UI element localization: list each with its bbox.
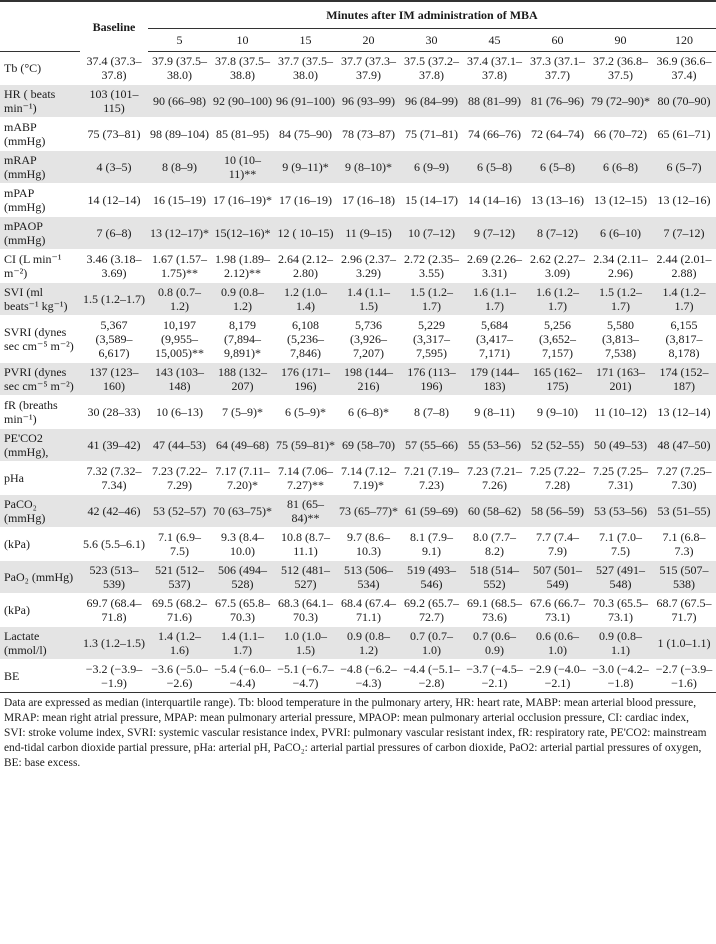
baseline-cell: 1.5 (1.2–1.7)	[80, 283, 148, 316]
table-row	[0, 363, 716, 396]
value-cell: 53 (51–55)	[652, 495, 716, 528]
value-cell: 0.8 (0.7–1.2)	[148, 283, 211, 316]
value-cell: 7.1 (7.0–7.5)	[589, 528, 652, 561]
baseline-cell: 75 (73–81)	[80, 118, 148, 151]
baseline-cell: 7.32 (7.32–7.34)	[80, 462, 148, 495]
value-cell: −4.4 (−5.1–−2.8)	[400, 660, 463, 693]
value-cell: 11 (9–15)	[337, 217, 400, 250]
value-cell: 12 ( 10–15)	[274, 217, 337, 250]
value-cell: 527 (491–548)	[589, 561, 652, 594]
value-cell: 5,736 (3,926–7,207)	[337, 316, 400, 363]
value-cell: 179 (144–183)	[463, 363, 526, 396]
value-cell: 176 (113–196)	[400, 363, 463, 396]
table-row	[0, 184, 716, 217]
value-cell: 80 (70–90)	[652, 85, 716, 118]
value-cell: 518 (514–552)	[463, 561, 526, 594]
value-cell: 7.17 (7.11–7.20)*	[211, 462, 274, 495]
value-cell: 7.23 (7.21–7.26)	[463, 462, 526, 495]
value-cell: 37.8 (37.5–38.8)	[211, 52, 274, 85]
value-cell: 171 (163–201)	[589, 363, 652, 396]
row-label: mABP (mmHg)	[0, 118, 80, 151]
value-cell: 9 (9–11)*	[274, 151, 337, 184]
time-point-header: 30	[400, 29, 463, 52]
value-cell: 6,108 (5,236–7,846)	[274, 316, 337, 363]
value-cell: 88 (81–99)	[463, 85, 526, 118]
value-cell: 0.7 (0.7–1.0)	[400, 627, 463, 660]
value-cell: 36.9 (36.6–37.4)	[652, 52, 716, 85]
value-cell: 69 (58–70)	[337, 429, 400, 462]
table-row	[0, 561, 716, 594]
value-cell: 47 (44–53)	[148, 429, 211, 462]
value-cell: 0.9 (0.8–1.2)	[211, 283, 274, 316]
row-label: PE'CO2 (mmHg),	[0, 429, 80, 462]
value-cell: 188 (132–207)	[211, 363, 274, 396]
table-row	[0, 283, 716, 316]
header-empty-cell	[0, 29, 80, 52]
value-cell: 37.9 (37.5–38.0)	[148, 52, 211, 85]
value-cell: 64 (49–68)	[211, 429, 274, 462]
baseline-cell: 42 (42–46)	[80, 495, 148, 528]
baseline-cell: 523 (513–539)	[80, 561, 148, 594]
value-cell: 9 (9–10)	[526, 396, 589, 429]
time-point-header: 90	[589, 29, 652, 52]
value-cell: 8 (7–8)	[400, 396, 463, 429]
table-row	[0, 250, 716, 283]
baseline-cell: 41 (39–42)	[80, 429, 148, 462]
value-cell: 85 (81–95)	[211, 118, 274, 151]
value-cell: 37.7 (37.5–38.0)	[274, 52, 337, 85]
value-cell: 2.62 (2.27–3.09)	[526, 250, 589, 283]
value-cell: 1.0 (1.0–1.5)	[274, 627, 337, 660]
value-cell: 66 (70–72)	[589, 118, 652, 151]
time-point-header: 10	[211, 29, 274, 52]
value-cell: −3.7 (−4.5–−2.1)	[463, 660, 526, 693]
value-cell: 9.3 (8.4–10.0)	[211, 528, 274, 561]
value-cell: 1.6 (1.2–1.7)	[526, 283, 589, 316]
value-cell: 17 (16–19)	[274, 184, 337, 217]
value-cell: 198 (144–216)	[337, 363, 400, 396]
value-cell: 57 (55–66)	[400, 429, 463, 462]
value-cell: 9 (8–11)	[463, 396, 526, 429]
row-label: SVI (ml beats⁻¹ kg⁻¹)	[0, 283, 80, 316]
value-cell: 2.69 (2.26–3.31)	[463, 250, 526, 283]
value-cell: 0.7 (0.6–0.9)	[463, 627, 526, 660]
value-cell: 81 (76–96)	[526, 85, 589, 118]
value-cell: 13 (12–16)	[652, 184, 716, 217]
row-label: Tb (°C)	[0, 52, 80, 85]
baseline-cell: 4 (3–5)	[80, 151, 148, 184]
value-cell: 10,197 (9,955–15,005)**	[148, 316, 211, 363]
value-cell: 13 (12–17)*	[148, 217, 211, 250]
value-cell: 69.5 (68.2–71.6)	[148, 594, 211, 627]
value-cell: 7.1 (6.8–7.3)	[652, 528, 716, 561]
table-row	[0, 594, 716, 627]
value-cell: 78 (73–87)	[337, 118, 400, 151]
value-cell: 16 (15–19)	[148, 184, 211, 217]
row-label: mPAP (mmHg)	[0, 184, 80, 217]
row-label: SVRI (dynes sec cm⁻⁵ m⁻²)	[0, 316, 80, 363]
value-cell: 6 (5–8)	[526, 151, 589, 184]
row-label: HR ( beats min⁻¹)	[0, 85, 80, 118]
table-footnote: Data are expressed as median (interquartile range). Tb: blood temperature in the pulmonary artery, HR: heart rate, MABP: mean arterial blood pressure, MRAP: mean right atrial pressure, MPAP: mean pulmonary arterial pressure, MPAOP: mean pulmonary arterial occlusion pressure, CI: cardiac index, SVI: stroke volume index, SVRI: systemic vascular resistance index, PVRI: pulmonary vascular resistant index, fR: respiratory rate, PE'CO2: mainstream end-tidal carbon dioxide partial pressure, pHa: arterial pH, PaCO₂: arterial partial pressures of carbon dioxide, PaO2: arterial partial pressures of oxygen, BE: base excess.	[4, 697, 707, 769]
table-row	[0, 316, 716, 363]
value-cell: 6 (5–9)*	[274, 396, 337, 429]
row-label: CI (L min⁻¹ m⁻²)	[0, 250, 80, 283]
value-cell: 13 (12–15)	[589, 184, 652, 217]
value-cell: 79 (72–90)*	[589, 85, 652, 118]
time-group-header: Minutes after IM administration of MBA	[148, 1, 716, 29]
value-cell: 7.27 (7.25–7.30)	[652, 462, 716, 495]
value-cell: 84 (75–90)	[274, 118, 337, 151]
value-cell: 37.4 (37.1–37.8)	[463, 52, 526, 85]
value-cell: 81 (65–84)**	[274, 495, 337, 528]
baseline-header: Baseline	[80, 1, 148, 52]
row-label: Lactate (mmol/l)	[0, 627, 80, 660]
value-cell: 176 (171–196)	[274, 363, 337, 396]
value-cell: 5,256 (3,652–7,157)	[526, 316, 589, 363]
value-cell: 2.96 (2.37–3.29)	[337, 250, 400, 283]
value-cell: −4.8 (−6.2–−4.3)	[337, 660, 400, 693]
value-cell: 506 (494–528)	[211, 561, 274, 594]
value-cell: 1.4 (1.1–1.7)	[211, 627, 274, 660]
value-cell: 11 (10–12)	[589, 396, 652, 429]
value-cell: 0.6 (0.6–1.0)	[526, 627, 589, 660]
value-cell: 68.7 (67.5–71.7)	[652, 594, 716, 627]
value-cell: 65 (61–71)	[652, 118, 716, 151]
value-cell: 8.1 (7.9–9.1)	[400, 528, 463, 561]
row-label: PVRI (dynes sec cm⁻⁵ m⁻²)	[0, 363, 80, 396]
row-label: PaO₂ (mmHg)	[0, 561, 80, 594]
value-cell: 1.67 (1.57–1.75)**	[148, 250, 211, 283]
value-cell: 0.9 (0.8–1.2)	[337, 627, 400, 660]
baseline-cell: 5.6 (5.5–6.1)	[80, 528, 148, 561]
value-cell: 7.14 (7.12–7.19)*	[337, 462, 400, 495]
row-label: BE	[0, 660, 80, 693]
value-cell: 7.1 (6.9–7.5)	[148, 528, 211, 561]
value-cell: 7.25 (7.22–7.28)	[526, 462, 589, 495]
table-row	[0, 462, 716, 495]
value-cell: 48 (47–50)	[652, 429, 716, 462]
value-cell: 8 (8–9)	[148, 151, 211, 184]
value-cell: 7.25 (7.25–7.31)	[589, 462, 652, 495]
value-cell: 37.2 (36.8–37.5)	[589, 52, 652, 85]
value-cell: 37.7 (37.3–37.9)	[337, 52, 400, 85]
baseline-cell: 37.4 (37.3–37.8)	[80, 52, 148, 85]
value-cell: 70 (63–75)*	[211, 495, 274, 528]
value-cell: 8 (7–12)	[526, 217, 589, 250]
value-cell: 2.34 (2.11–2.96)	[589, 250, 652, 283]
value-cell: 8.0 (7.7–8.2)	[463, 528, 526, 561]
value-cell: 6 (6–10)	[589, 217, 652, 250]
value-cell: 96 (91–100)	[274, 85, 337, 118]
value-cell: 96 (84–99)	[400, 85, 463, 118]
value-cell: 5,229 (3,317–7,595)	[400, 316, 463, 363]
time-point-header: 20	[337, 29, 400, 52]
value-cell: 60 (58–62)	[463, 495, 526, 528]
table-row	[0, 151, 716, 184]
time-point-header: 5	[148, 29, 211, 52]
time-point-header: 120	[652, 29, 716, 52]
value-cell: 0.9 (0.8–1.1)	[589, 627, 652, 660]
value-cell: 9 (8–10)*	[337, 151, 400, 184]
baseline-cell: 14 (12–14)	[80, 184, 148, 217]
value-cell: 58 (56–59)	[526, 495, 589, 528]
baseline-cell: 69.7 (68.4–71.8)	[80, 594, 148, 627]
value-cell: 1.5 (1.2–1.7)	[589, 283, 652, 316]
value-cell: 165 (162–175)	[526, 363, 589, 396]
value-cell: −2.9 (−4.0–−2.1)	[526, 660, 589, 693]
value-cell: 69.1 (68.5–73.6)	[463, 594, 526, 627]
value-cell: 17 (16–18)	[337, 184, 400, 217]
value-cell: 68.3 (64.1–70.3)	[274, 594, 337, 627]
value-cell: 13 (12–14)	[652, 396, 716, 429]
value-cell: 143 (103–148)	[148, 363, 211, 396]
table-row	[0, 118, 716, 151]
row-label: mRAP (mmHg)	[0, 151, 80, 184]
value-cell: 515 (507–538)	[652, 561, 716, 594]
value-cell: 53 (52–57)	[148, 495, 211, 528]
value-cell: 1.2 (1.0–1.4)	[274, 283, 337, 316]
value-cell: 5,684 (3,417–7,171)	[463, 316, 526, 363]
table-row	[0, 396, 716, 429]
value-cell: 8,179 (7,894–9,891)*	[211, 316, 274, 363]
baseline-cell: −3.2 (−3.9–−1.9)	[80, 660, 148, 693]
value-cell: 7 (5–9)*	[211, 396, 274, 429]
baseline-cell: 30 (28–33)	[80, 396, 148, 429]
value-cell: 7.21 (7.19–7.23)	[400, 462, 463, 495]
value-cell: 2.64 (2.12–2.80)	[274, 250, 337, 283]
value-cell: 17 (16–19)*	[211, 184, 274, 217]
value-cell: 70.3 (65.5–73.1)	[589, 594, 652, 627]
value-cell: 513 (506–534)	[337, 561, 400, 594]
table-row	[0, 660, 716, 693]
value-cell: 55 (53–56)	[463, 429, 526, 462]
value-cell: 67.6 (66.7–73.1)	[526, 594, 589, 627]
value-cell: 74 (66–76)	[463, 118, 526, 151]
value-cell: 98 (89–104)	[148, 118, 211, 151]
baseline-cell: 103 (101–115)	[80, 85, 148, 118]
value-cell: 96 (93–99)	[337, 85, 400, 118]
value-cell: 7.23 (7.22–7.29)	[148, 462, 211, 495]
value-cell: 37.5 (37.2–37.8)	[400, 52, 463, 85]
value-cell: 1.4 (1.1–1.5)	[337, 283, 400, 316]
table-row	[0, 52, 716, 85]
value-cell: −5.1 (−6.7–−4.7)	[274, 660, 337, 693]
value-cell: 52 (52–55)	[526, 429, 589, 462]
value-cell: 13 (13–16)	[526, 184, 589, 217]
value-cell: 2.72 (2.35–3.55)	[400, 250, 463, 283]
value-cell: 15(12–16)*	[211, 217, 274, 250]
table-row	[0, 429, 716, 462]
time-point-header: 45	[463, 29, 526, 52]
value-cell: 10 (6–13)	[148, 396, 211, 429]
row-label: mPAOP (mmHg)	[0, 217, 80, 250]
table-body	[0, 52, 716, 693]
baseline-cell: 7 (6–8)	[80, 217, 148, 250]
value-cell: 1.4 (1.2–1.7)	[652, 283, 716, 316]
value-cell: 10.8 (8.7–11.1)	[274, 528, 337, 561]
value-cell: 1.98 (1.89–2.12)**	[211, 250, 274, 283]
value-cell: 92 (90–100)	[211, 85, 274, 118]
table-row	[0, 627, 716, 660]
value-cell: 73 (65–77)*	[337, 495, 400, 528]
table-row	[0, 85, 716, 118]
value-cell: 9.7 (8.6–10.3)	[337, 528, 400, 561]
baseline-cell: 3.46 (3.18–3.69)	[80, 250, 148, 283]
table-row	[0, 217, 716, 250]
value-cell: −3.0 (−4.2–−1.8)	[589, 660, 652, 693]
time-point-header: 15	[274, 29, 337, 52]
value-cell: 2.44 (2.01–2.88)	[652, 250, 716, 283]
value-cell: 15 (14–17)	[400, 184, 463, 217]
value-cell: 7.14 (7.06–7.27)**	[274, 462, 337, 495]
value-cell: 1.5 (1.2–1.7)	[400, 283, 463, 316]
time-point-header: 60	[526, 29, 589, 52]
value-cell: 67.5 (65.8–70.3)	[211, 594, 274, 627]
value-cell: −5.4 (−6.0–−4.4)	[211, 660, 274, 693]
value-cell: 69.2 (65.7–72.7)	[400, 594, 463, 627]
table-row	[0, 528, 716, 561]
value-cell: 61 (59–69)	[400, 495, 463, 528]
value-cell: 1.4 (1.2–1.6)	[148, 627, 211, 660]
baseline-cell: 1.3 (1.2–1.5)	[80, 627, 148, 660]
baseline-cell: 137 (123–160)	[80, 363, 148, 396]
value-cell: 7.7 (7.4–7.9)	[526, 528, 589, 561]
value-cell: 1.6 (1.1–1.7)	[463, 283, 526, 316]
value-cell: 50 (49–53)	[589, 429, 652, 462]
value-cell: 75 (71–81)	[400, 118, 463, 151]
row-label: (kPa)	[0, 594, 80, 627]
value-cell: −2.7 (−3.9–−1.6)	[652, 660, 716, 693]
value-cell: 10 (10–11)**	[211, 151, 274, 184]
row-label: fR (breaths min⁻¹)	[0, 396, 80, 429]
value-cell: −3.6 (−5.0–−2.6)	[148, 660, 211, 693]
value-cell: 53 (53–56)	[589, 495, 652, 528]
row-label: PaCO₂ (mmHg)	[0, 495, 80, 528]
value-cell: 9 (7–12)	[463, 217, 526, 250]
value-cell: 7 (7–12)	[652, 217, 716, 250]
value-cell: 14 (14–16)	[463, 184, 526, 217]
value-cell: 68.4 (67.4–71.1)	[337, 594, 400, 627]
value-cell: 90 (66–98)	[148, 85, 211, 118]
value-cell: 507 (501–549)	[526, 561, 589, 594]
value-cell: 5,580 (3,813–7,538)	[589, 316, 652, 363]
value-cell: 6 (5–8)	[463, 151, 526, 184]
value-cell: 512 (481–527)	[274, 561, 337, 594]
row-label: (kPa)	[0, 528, 80, 561]
value-cell: 519 (493–546)	[400, 561, 463, 594]
value-cell: 6 (6–8)*	[337, 396, 400, 429]
value-cell: 6 (9–9)	[400, 151, 463, 184]
value-cell: 174 (152–187)	[652, 363, 716, 396]
value-cell: 10 (7–12)	[400, 217, 463, 250]
row-label: pHa	[0, 462, 80, 495]
value-cell: 6 (6–8)	[589, 151, 652, 184]
value-cell: 75 (59–81)*	[274, 429, 337, 462]
value-cell: 37.3 (37.1–37.7)	[526, 52, 589, 85]
header-row	[0, 1, 716, 29]
value-cell: 6 (5–7)	[652, 151, 716, 184]
header-empty-cell	[0, 1, 80, 29]
value-cell: 72 (64–74)	[526, 118, 589, 151]
table-row	[0, 495, 716, 528]
value-cell: 1 (1.0–1.1)	[652, 627, 716, 660]
value-cell: 521 (512–537)	[148, 561, 211, 594]
baseline-cell: 5,367 (3,589–6,617)	[80, 316, 148, 363]
value-cell: 6,155 (3,817–8,178)	[652, 316, 716, 363]
